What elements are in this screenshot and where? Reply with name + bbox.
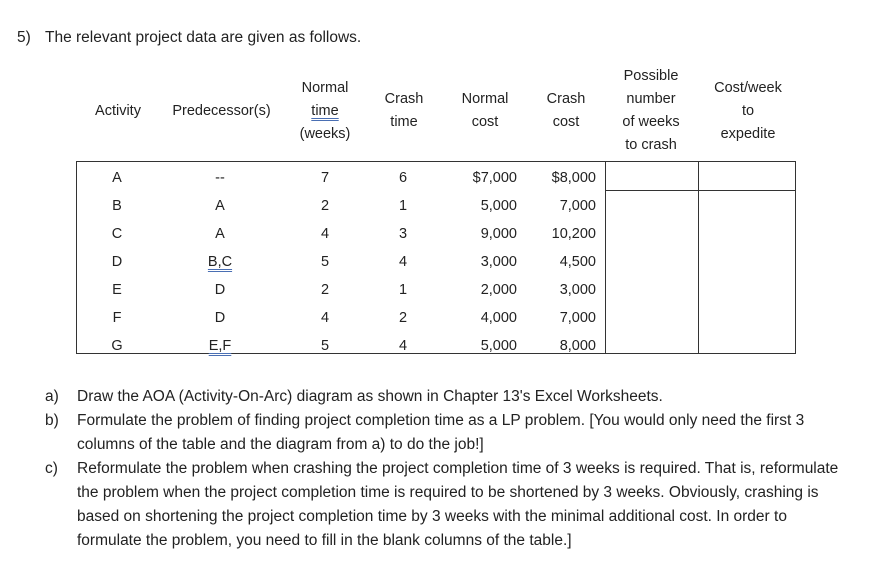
header-cost-per-week-line3: expedite (720, 126, 776, 142)
cell-activity: D (111, 254, 123, 270)
cell-predecessors: D (214, 282, 226, 298)
sub-question-text: Formulate the problem of finding project completion time as a LP problem. [You would only need the first 3 columns of the table and the diagram from a) to do the job!] (77, 412, 805, 453)
question-number: 5) (17, 29, 31, 46)
cell-crash-cost: $8,000 (551, 170, 596, 186)
cell-predecessors: D (214, 310, 226, 326)
header-predecessors-label: Predecessor(s) (172, 103, 271, 119)
cell-activity: A (112, 170, 122, 186)
header-normal-time-line2: time (311, 103, 339, 119)
question-title (17, 29, 361, 47)
cell-activity: E (112, 282, 122, 298)
header-activity (88, 100, 148, 123)
header-crash-cost (536, 88, 596, 134)
cell-predecessors-text: B,C (207, 254, 233, 270)
header-normal-cost (452, 88, 518, 134)
cell-crash-time: 1 (398, 198, 408, 214)
cell-normal-cost: $7,000 (472, 170, 517, 186)
sub-question-text: Reformulate the problem when crashing the project completion time of 3 weeks is required. That is, reformulate the problem when the project completion time is required to be shortened by 3 weeks. Obviously, crashing is based on shortening the project completion time by 3 weeks with the minimal additional cost. In order to formulate the problem, you need to fill in the blank columns of the table.] (77, 460, 839, 549)
cell-normal-time: 2 (320, 282, 330, 298)
header-cost-per-week-line2: to (741, 103, 755, 119)
cell-crash-time: 4 (398, 254, 408, 270)
cell-normal-cost: 2,000 (480, 282, 517, 298)
cell-normal-time: 7 (320, 170, 330, 186)
header-predecessors (165, 100, 278, 123)
cell-predecessors: A (215, 198, 225, 214)
header-cost-per-week (702, 77, 794, 146)
header-crash-time (378, 88, 430, 134)
header-activity-label: Activity (95, 103, 141, 119)
sub-question-c (45, 457, 845, 553)
cell-crash-time: 1 (398, 282, 408, 298)
table-row-B (0, 192, 870, 220)
table-row-E (0, 276, 870, 304)
header-normal-time-line3: (weeks) (299, 126, 351, 142)
header-crash-cost-line2: cost (552, 114, 580, 130)
cell-crash-cost: 4,500 (559, 254, 596, 270)
cell-normal-time: 2 (320, 198, 330, 214)
sub-question-label: b) (45, 412, 59, 429)
cell-activity: G (111, 338, 123, 354)
cell-normal-cost: 5,000 (480, 198, 517, 214)
cell-normal-time: 5 (320, 254, 330, 270)
table-row-A (0, 164, 870, 192)
question-text: The relevant project data are given as follows. (45, 29, 362, 46)
cell-crash-cost: 8,000 (559, 338, 596, 354)
header-crash-cost-line1: Crash (546, 91, 586, 107)
cell-crash-cost: 7,000 (559, 310, 596, 326)
cell-crash-time: 2 (398, 310, 408, 326)
cell-predecessors (185, 248, 255, 276)
cell-normal-cost: 9,000 (480, 226, 517, 242)
cell-normal-time: 4 (320, 310, 330, 326)
cell-normal-cost: 5,000 (480, 338, 517, 354)
header-normal-cost-line1: Normal (461, 91, 509, 107)
cell-crash-cost: 10,200 (551, 226, 596, 242)
header-cost-per-week-line1: Cost/week (714, 80, 782, 96)
table-row-C (0, 220, 870, 248)
sub-question-b (45, 409, 845, 457)
header-possible-weeks (608, 65, 694, 157)
table-row-F (0, 304, 870, 332)
cell-crash-cost: 7,000 (559, 198, 596, 214)
table-row-G (0, 332, 870, 360)
cell-normal-time: 4 (320, 226, 330, 242)
table-row-D (0, 248, 870, 276)
cell-predecessors (185, 332, 255, 360)
sub-question-label: c) (45, 460, 58, 477)
cell-predecessors: A (215, 226, 225, 242)
cell-normal-cost: 4,000 (480, 310, 517, 326)
header-normal-time (290, 77, 360, 146)
cell-crash-cost: 3,000 (559, 282, 596, 298)
header-crash-time-line1: Crash (384, 91, 424, 107)
header-normal-time-line1: Normal (301, 80, 349, 96)
header-possible-weeks-line4: to crash (625, 137, 677, 153)
header-crash-time-line2: time (390, 114, 418, 130)
cell-crash-time: 3 (398, 226, 408, 242)
cell-crash-time: 6 (398, 170, 408, 186)
header-possible-weeks-line1: Possible (623, 68, 679, 84)
header-possible-weeks-line3: of weeks (622, 114, 680, 130)
sub-question-text: Draw the AOA (Activity-On-Arc) diagram as shown in Chapter 13's Excel Worksheets. (77, 388, 663, 405)
cell-predecessors: -- (215, 170, 225, 186)
cell-activity: B (112, 198, 122, 214)
header-possible-weeks-line2: number (626, 91, 676, 107)
sub-question-list (45, 385, 845, 553)
cell-activity: F (112, 310, 122, 326)
cell-normal-time: 5 (320, 338, 330, 354)
sub-question-label: a) (45, 388, 59, 405)
header-normal-cost-line2: cost (471, 114, 499, 130)
cell-crash-time: 4 (398, 338, 408, 354)
cell-predecessors-text: E,F (208, 338, 232, 354)
cell-activity: C (111, 226, 123, 242)
sub-question-a (45, 385, 845, 409)
cell-normal-cost: 3,000 (480, 254, 517, 270)
